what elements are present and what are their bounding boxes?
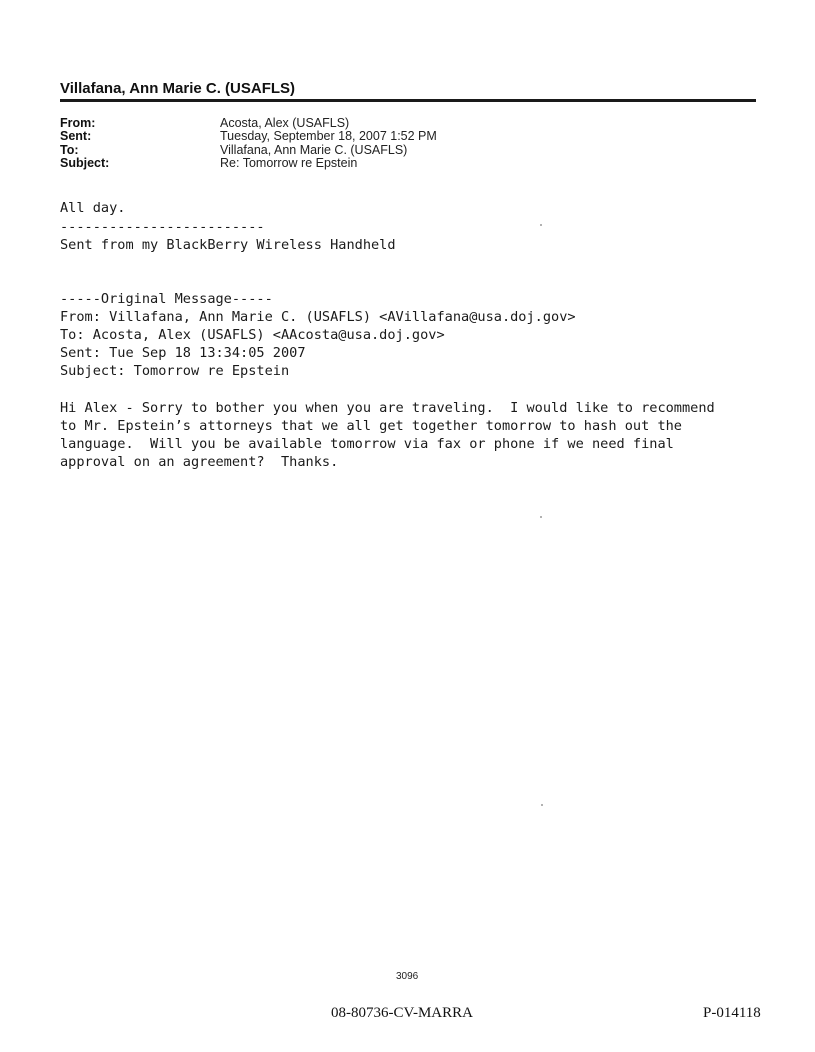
original-body-line: approval on an agreement? Thanks. <box>60 454 339 470</box>
sent-value: Tuesday, September 18, 2007 1:52 PM <box>220 129 437 143</box>
case-number: 08-80736-CV-MARRA <box>331 1005 473 1021</box>
original-body-line: to Mr. Epstein’s attorneys that we all get together tomorrow to hash out the <box>60 418 682 434</box>
document-title: Villafana, Ann Marie C. (USAFLS) <box>60 80 296 97</box>
original-from: From: Villafana, Ann Marie C. (USAFLS) <AVillafana@usa.doj.gov> <box>60 309 576 325</box>
scan-speck <box>540 516 542 518</box>
sent-label: Sent: <box>60 129 92 143</box>
original-sent: Sent: Tue Sep 18 13:34:05 2007 <box>60 345 306 361</box>
scan-speck <box>541 804 543 806</box>
subject-value: Re: Tomorrow re Epstein <box>220 156 358 170</box>
original-body-line: language. Will you be available tomorrow via fax or phone if we need final <box>60 436 674 452</box>
subject-label: Subject: <box>60 156 110 170</box>
reply-body: All day. <box>60 200 126 216</box>
from-label: From: <box>60 116 96 130</box>
scan-speck <box>540 224 542 226</box>
to-value: Villafana, Ann Marie C. (USAFLS) <box>220 143 408 157</box>
original-to: To: Acosta, Alex (USAFLS) <AAcosta@usa.doj.gov> <box>60 327 445 343</box>
to-label: To: <box>60 143 79 157</box>
original-message-marker: -----Original Message----- <box>60 291 273 307</box>
reply-signature: Sent from my BlackBerry Wireless Handheld <box>60 237 396 253</box>
original-subject: Subject: Tomorrow re Epstein <box>60 363 290 379</box>
title-rule <box>60 99 756 102</box>
reply-divider: ------------------------- <box>60 219 265 235</box>
page-number: 3096 <box>396 971 419 982</box>
bates-number: P-014118 <box>703 1005 761 1021</box>
from-value: Acosta, Alex (USAFLS) <box>220 116 350 130</box>
original-body-line: Hi Alex - Sorry to bother you when you are traveling. I would like to recommend <box>60 400 715 416</box>
